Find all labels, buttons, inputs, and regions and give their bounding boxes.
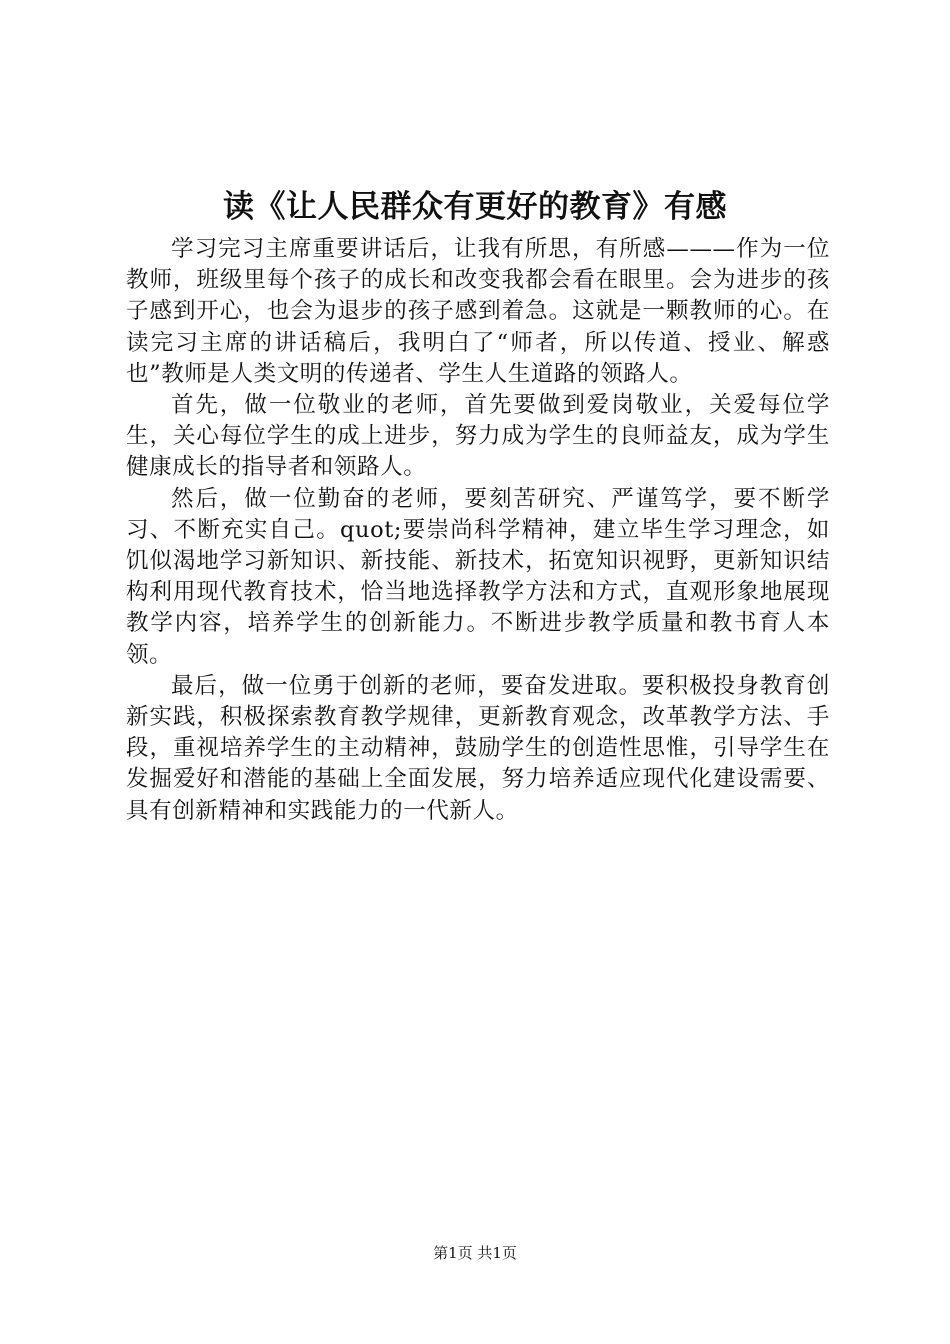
document-body <box>126 234 830 827</box>
paragraph-3: 然后，做一位勤奋的老师，要刻苦研究、严谨笃学，要不断学习、不断充实自己。quot;要崇尚科学精神，建立毕生学习理念，如饥似渴地学习新知识、新技能、新技术，拓宽知识视野，更新知识结构利用现代教育技术，恰当地选择教学方法和方式，直观形象地展现教学内容，培养学生的创新能力。不断进步教学质量和教书育人本领。 <box>126 485 830 668</box>
document-title: 读《让人民群众有更好的教育》有感 <box>223 189 727 225</box>
paragraph-4: 最后，做一位勇于创新的老师，要奋发进取。要积极投身教育创新实践，积极探索教育教学规律，更新教育观念，改革教学方法、手段，重视培养学生的主动精神，鼓励学生的创造性思惟，引导学生在发掘爱好和潜能的基础上全面发展，努力培养适应现代化建设需要、具有创新精神和实践能力的一代新人。 <box>126 672 830 824</box>
page-footer: 第1页 共1页 <box>433 1244 517 1262</box>
paragraph-1: 学习完习主席重要讲话后，让我有所思，有所感———作为一位教师，班级里每个孩子的成长和改变我都会看在眼里。会为进步的孩子感到开心，也会为退步的孩子感到着急。这就是一颗教师的心。在读完习主席的讲话稿后，我明白了“师者，所以传道、授业、解惑也”教师是人类文明的传递者、学生人生道路的领路人。 <box>126 236 830 387</box>
paragraph-2: 首先，做一位敬业的老师，首先要做到爱岗敬业，关爱每位学生，关心每位学生的成上进步，努力成为学生的良师益友，成为学生健康成长的指导者和领路人。 <box>126 392 830 481</box>
